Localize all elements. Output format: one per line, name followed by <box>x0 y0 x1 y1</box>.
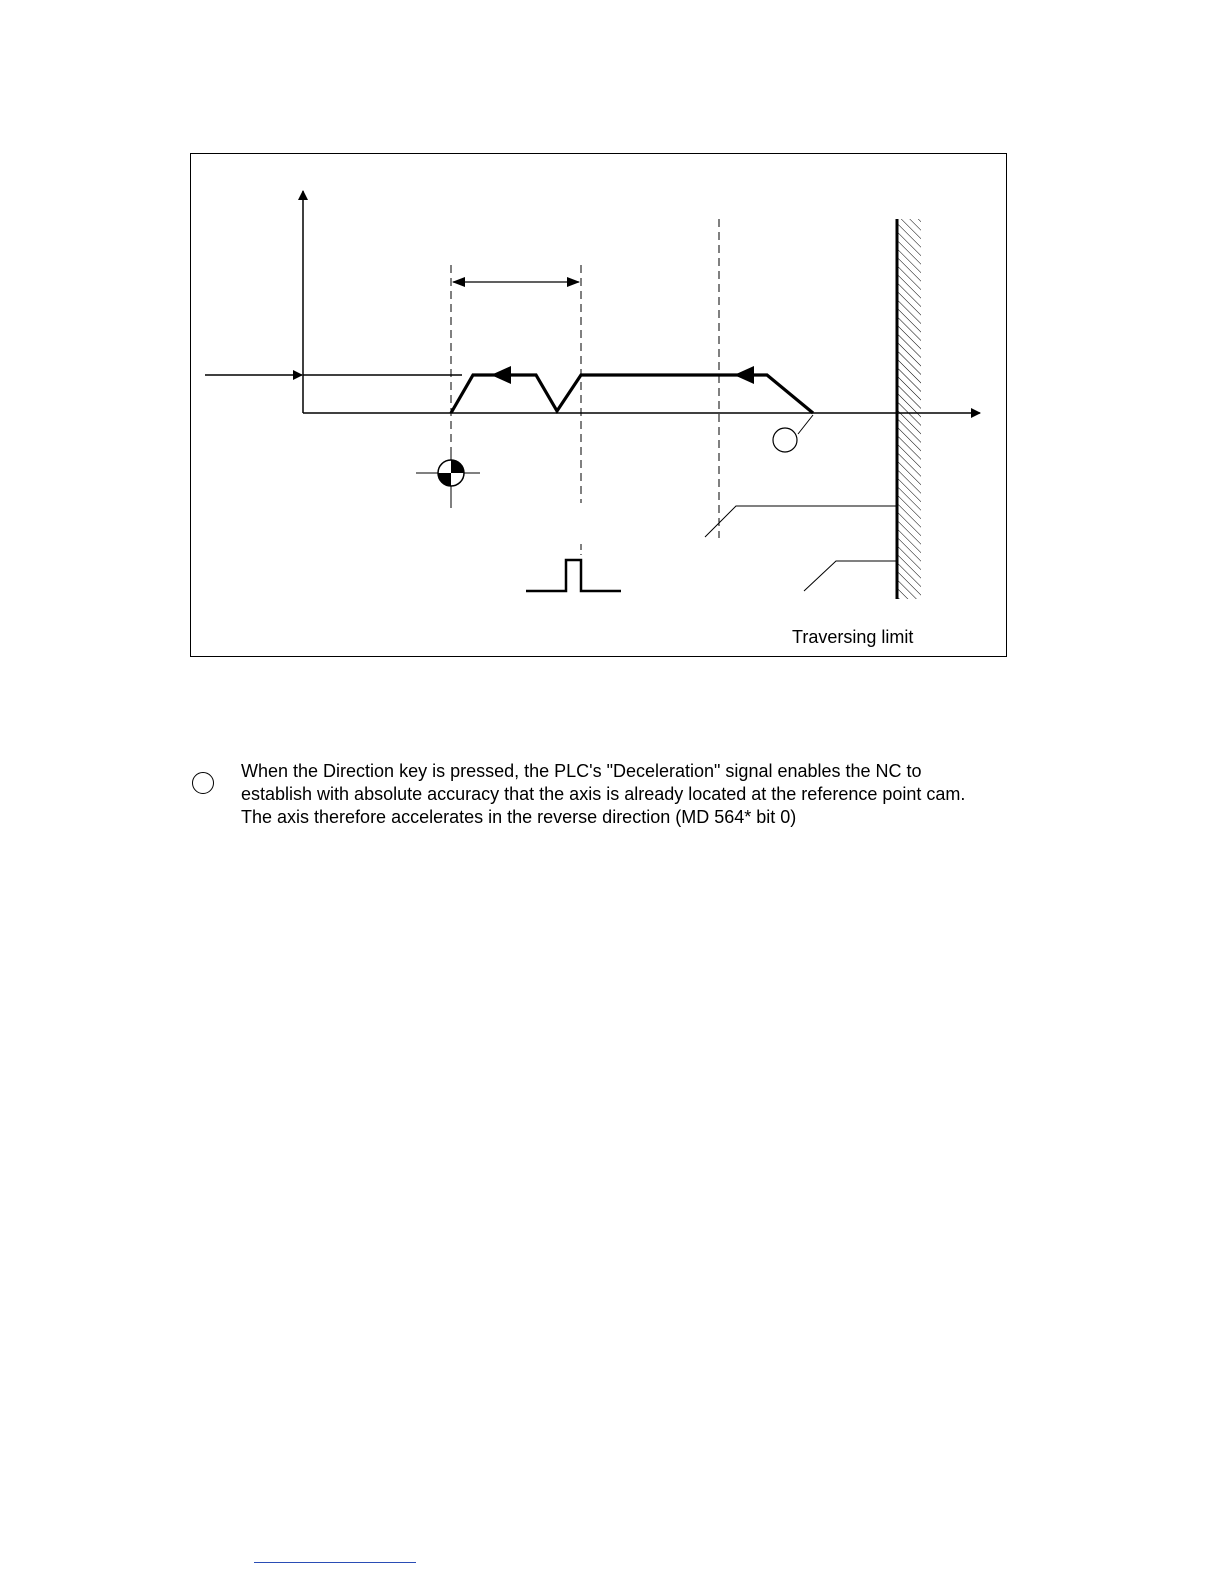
callout-leader-1 <box>798 415 813 434</box>
traversing-limit-hatch <box>897 219 921 599</box>
direction-arrow-1 <box>491 366 511 384</box>
limit-leader-line <box>804 561 897 591</box>
callout-marker-1 <box>773 428 797 452</box>
footer-link-underline[interactable] <box>254 1562 416 1563</box>
reference-point-approach-diagram <box>190 153 1008 658</box>
diagram-frame <box>191 154 1007 657</box>
footnote-text: When the Direction key is pressed, the PLC's "Deceleration" signal enables the NC to establish with absolute accuracy that the axis is already located at the reference point cam. The axis therefore accelerates in the reverse direction (MD 564* bit 0) <box>241 761 966 827</box>
direction-arrow-2 <box>734 366 754 384</box>
reference-shift-arrow-left <box>452 277 465 287</box>
reference-shift-arrow-right <box>567 277 580 287</box>
reference-point-symbol <box>416 453 480 508</box>
footnote-marker-circle <box>192 772 214 794</box>
traversing-limit-label: Traversing limit <box>792 627 914 647</box>
cam-leader-line <box>705 506 897 537</box>
zero-mark-pulse <box>526 560 621 591</box>
